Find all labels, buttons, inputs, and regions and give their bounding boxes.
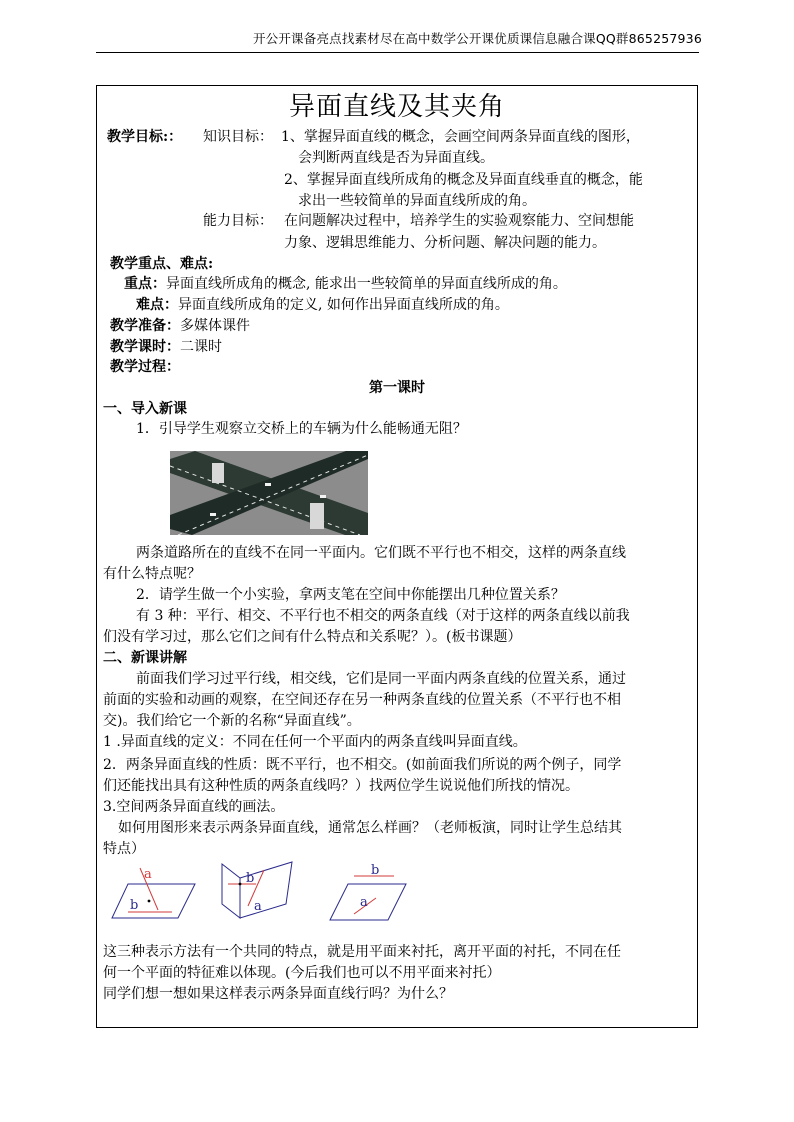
property-line1: 2．两条异面直线的性质：既不平行，也不相交。(如前面我们所说的两个例子，同学 <box>103 757 622 773</box>
figure2-label-a: a <box>254 899 262 914</box>
definition: 1 .异面直线的定义：不同在任何一个平面内的两条直线叫异面直线。 <box>103 734 527 750</box>
knowledge-2-line1: 2、掌握异面直线所成角的概念及异面直线垂直的概念，能 <box>284 172 643 188</box>
preparation-row <box>110 316 250 337</box>
skew-lines-figure-2 <box>218 858 298 924</box>
figure3-label-a: a <box>360 895 368 910</box>
drawing-question-line1: 如何用图形来表示两条异面直线，通常怎么样画？（老师板演，同时让学生总结其 <box>118 820 622 836</box>
section2-p1-line1: 前面我们学习过平行线，相交线，它们是同一平面内两条直线的位置关系，通过 <box>136 671 626 687</box>
process-label: 教学过程： <box>110 359 180 375</box>
key-points-label: 教学重点、难点: <box>110 256 214 272</box>
hours-text: 二课时 <box>180 339 222 355</box>
focus-label: 重点： <box>124 276 166 292</box>
section1-p2-line2: 们没有学习过，那么它们之间有什么特点和关系呢？）。(板书课题） <box>103 629 522 645</box>
section1-q1: 1．引导学生观察立交桥上的车辆为什么能畅通无阻？ <box>136 421 467 437</box>
section1-p1-line1: 两条道路所在的直线不在同一平面内。它们既不平行也不相交，这样的两条直线 <box>136 545 626 561</box>
page-header: 开公开课备亮点找素材尽在高中数学公开课优质课信息融合课QQ群865257936 <box>252 31 702 46</box>
preparation-text: 多媒体课件 <box>180 318 250 334</box>
ability-line2: 力象、逻辑思维能力、分析问题、解决问题的能力。 <box>284 235 606 251</box>
section2-p1-line2: 前面的实验和动画的观察，在空间还存在另一种两条直线的位置关系（不平行也不相 <box>103 692 621 708</box>
header-rule <box>96 52 699 53</box>
focus-row <box>124 274 567 295</box>
preparation-label: 教学准备： <box>110 318 180 334</box>
lesson1-title: 第一课时 <box>369 380 425 396</box>
hours-row <box>110 337 222 358</box>
section1-q2: 2．请学生做一个小实验，拿两支笔在空间中你能摆出几种位置关系？ <box>136 587 565 603</box>
skew-lines-figure-1 <box>108 864 198 930</box>
property-line2: 们还能找出具有这种性质的两条直线吗？）找两位学生说说他们所找的情况。 <box>103 778 579 794</box>
section2-title: 二、新课讲解 <box>103 650 187 666</box>
difficult-text: 异面直线所成角的定义, 如何作出异面直线所成的角。 <box>178 297 509 313</box>
section1-p1-line2: 有什么特点呢？ <box>103 566 201 582</box>
figure3-label-b: b <box>371 863 380 878</box>
figure1-label-b: b <box>130 898 139 913</box>
figure2-label-b: b <box>246 871 255 886</box>
knowledge-2-line2: 求出一些较简单的异面直线所成的角。 <box>298 193 536 209</box>
ability-line1: 在问题解决过程中，培养学生的实验观察能力、空间想能 <box>284 213 634 229</box>
closing-question: 同学们想一想如果这样表示两条异面直线行吗？为什么？ <box>103 986 453 1002</box>
difficult-label: 难点： <box>136 297 178 313</box>
figure1-label-a: a <box>144 867 152 882</box>
summary-line2: 何一个平面的特征难以体现。(今后我们也可以不用平面来衬托） <box>103 965 501 981</box>
summary-line1: 这三种表示方法有一个共同的特点，就是用平面来衬托，离开平面的衬托，不同在任 <box>103 944 621 960</box>
hours-label: 教学课时： <box>110 339 180 355</box>
knowledge-1-line2: 会判断两直线是否为异面直线。 <box>298 150 494 166</box>
section1-p2-line1: 有 3 种：平行、相交、不平行也不相交的两条直线（对于这样的两条直线以前我 <box>136 608 630 624</box>
objectives-label: 教学目标:： <box>107 129 183 145</box>
difficult-row <box>136 295 509 316</box>
knowledge-1-line1: 1、掌握异面直线的概念，会画空间两条异面直线的图形， <box>281 129 640 145</box>
focus-text: 异面直线所成角的概念, 能求出一些较简单的异面直线所成的角。 <box>166 276 567 292</box>
overpass-image <box>170 451 368 535</box>
drawing-question-line2: 特点） <box>103 841 145 857</box>
page-title: 异面直线及其夹角 <box>288 92 505 122</box>
knowledge-label: 知识目标： <box>203 129 273 145</box>
skew-lines-figure-3 <box>326 862 410 926</box>
drawing-method: 3.空间两条异面直线的画法。 <box>103 799 285 815</box>
section2-p1-line3: 交)。我们给它一个新的名称“异面直线”。 <box>103 713 361 729</box>
section1-title: 一、导入新课 <box>103 401 187 417</box>
ability-label: 能力目标： <box>203 213 273 229</box>
